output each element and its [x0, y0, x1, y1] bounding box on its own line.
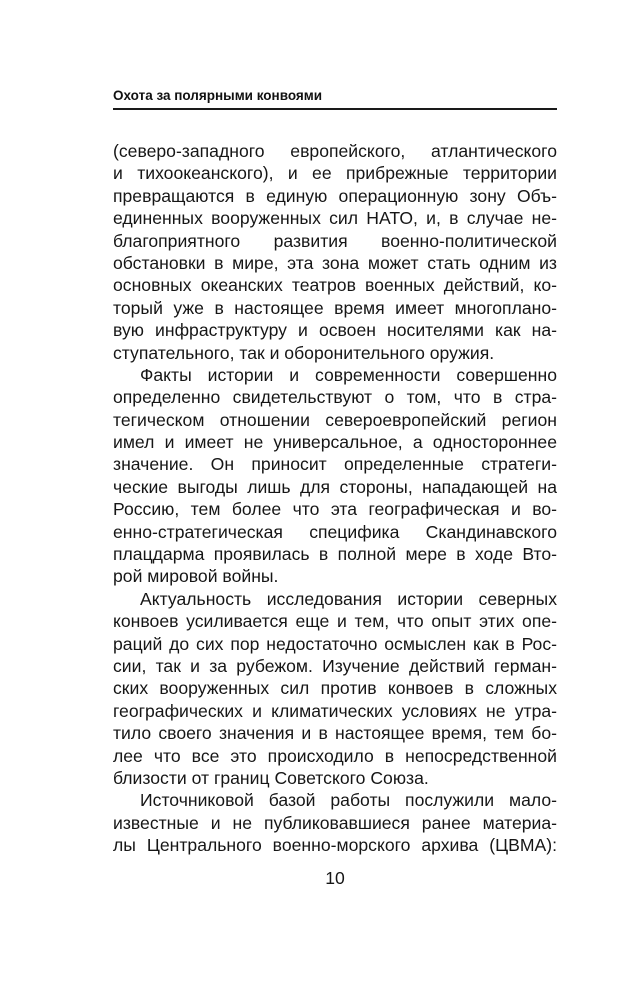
- text-line: единенных вооруженных сил НАТО, и, в случае не-: [113, 208, 557, 229]
- text-line: благоприятного развития военно-политической: [113, 230, 557, 251]
- text-line: и тихоокеанского), и ее прибрежные территории: [113, 163, 557, 184]
- text-line: вую инфраструктуру и освоен носителями как на-: [113, 320, 557, 341]
- text-line: енно-стратегическая специфика Скандинавского: [113, 521, 557, 542]
- text-line: ских вооруженных сил против конвоев в сложных: [113, 678, 557, 699]
- text-line: имел и имеет не универсальное, а одностороннее: [113, 432, 557, 453]
- text-line: торый уже в настоящее время имеет многоплано-: [113, 297, 557, 318]
- paragraph-2: [113, 364, 557, 588]
- text-line: ступательного, так и оборонительного оружия.: [113, 342, 495, 363]
- text-line: сии, так и за рубежом. Изучение действий герман-: [113, 655, 557, 676]
- text-line: обстановки в мире, эта зона может стать одним из: [113, 252, 557, 273]
- running-header: Охота за полярными конвоями: [113, 88, 323, 103]
- text-line: Актуальность исследования истории северных: [140, 588, 557, 609]
- page-number: 10: [325, 868, 345, 888]
- text-line: близости от границ Советского Союза.: [113, 767, 429, 788]
- text-line: рой мировой войны.: [113, 566, 279, 587]
- paragraph-3: [113, 588, 557, 790]
- text-line: значение. Он приносит определенные стратеги-: [113, 454, 557, 475]
- paragraph-1: [113, 140, 557, 364]
- text-line: Факты истории и современности совершенно: [140, 364, 557, 385]
- paragraph-4: [113, 789, 557, 856]
- text-line: ческие выгоды лишь для стороны, нападающей на: [113, 476, 557, 497]
- body-text: [113, 140, 557, 857]
- text-line: раций до сих пор недостаточно осмыслен как в Рос-: [113, 633, 557, 654]
- text-line: конвоев усиливается еще и тем, что опыт этих опе-: [113, 611, 557, 632]
- text-line: известные и не публиковавшиеся ранее материа-: [113, 812, 557, 833]
- text-line: плацдарма проявилась в полной мере в ходе Вто-: [113, 544, 557, 565]
- text-line: Источниковой базой работы послужили мало-: [140, 790, 557, 811]
- text-line: тило своего значения и в настоящее время, тем бо-: [113, 723, 557, 744]
- header-rule: [113, 108, 557, 110]
- text-line: Россию, тем более что эта географическая и во-: [113, 499, 557, 520]
- text-line: превращаются в единую операционную зону Объ-: [113, 185, 557, 206]
- text-line: тегическом отношении североевропейский регион: [113, 409, 557, 430]
- text-line: лы Центрального военно-морского архива (ЦВМА):: [113, 835, 557, 856]
- text-line: лее что все это происходило в непосредственной: [113, 745, 557, 766]
- text-line: основных океанских театров военных действий, ко-: [113, 275, 557, 296]
- text-line: определенно свидетельствуют о том, что в стра-: [113, 387, 557, 408]
- text-line: (северо-западного европейского, атлантического: [113, 141, 557, 161]
- text-line: географических и климатических условиях не утра-: [113, 700, 557, 721]
